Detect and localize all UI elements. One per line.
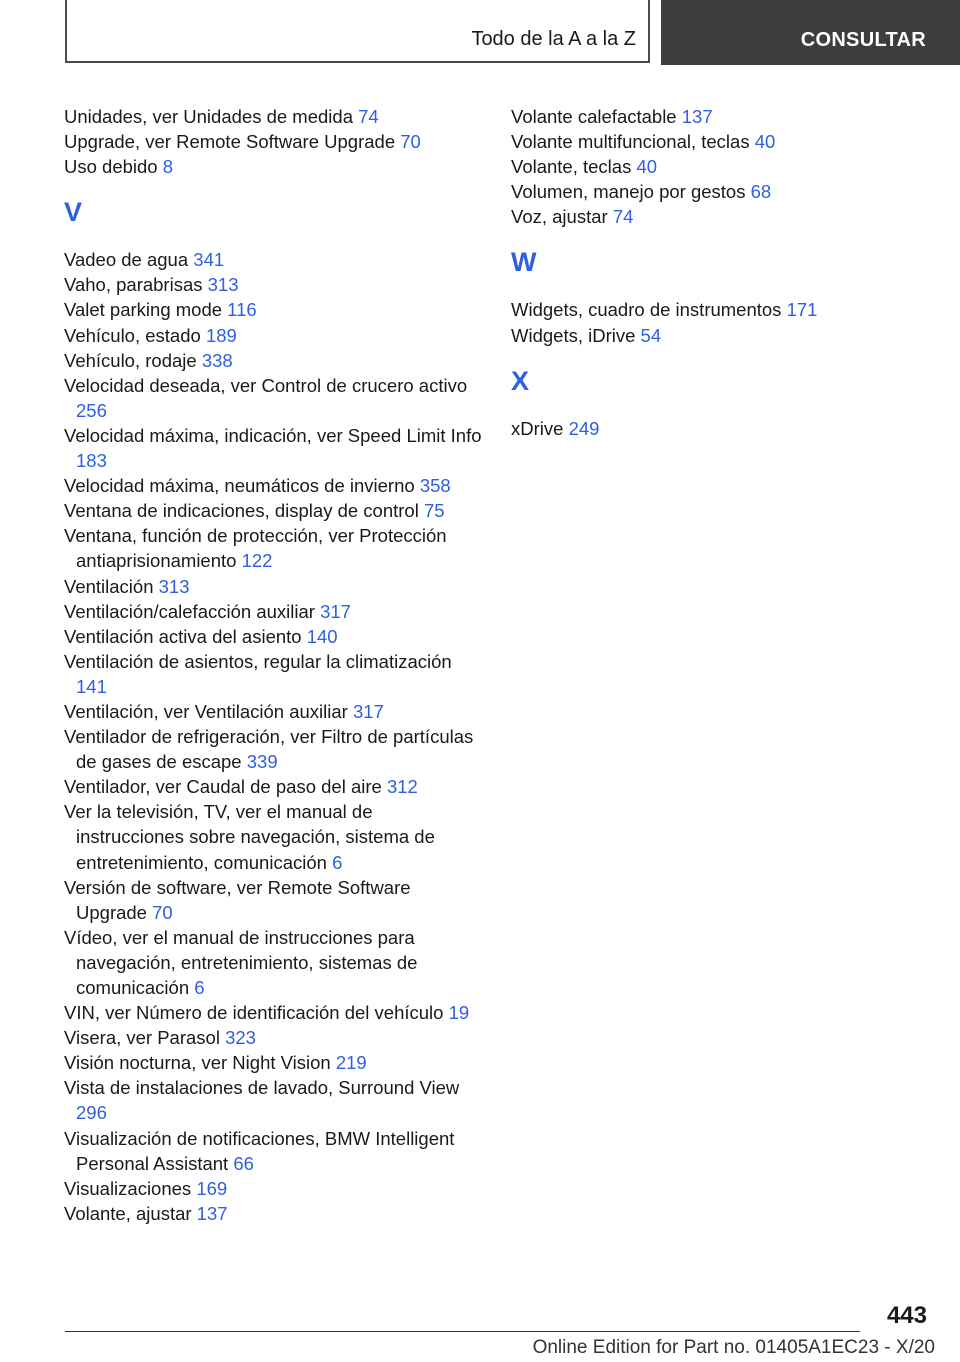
index-entry-text: Visera, ver Parasol <box>64 1027 220 1049</box>
index-entry <box>64 154 484 179</box>
index-entry-text: Vadeo de agua <box>64 249 189 271</box>
index-entry <box>64 1075 484 1125</box>
index-entry-text: Ventilación, ver Ventilación auxiliar <box>64 700 348 722</box>
page-reference-link[interactable]: 219 <box>335 1052 367 1074</box>
index-letter-heading: W <box>511 247 537 278</box>
page-reference-link[interactable]: 189 <box>205 324 237 346</box>
index-entry-text: Vista de instalaciones de lavado, Surround View <box>64 1077 460 1099</box>
footer-divider <box>65 1331 860 1332</box>
index-entry <box>64 1025 484 1050</box>
page-reference-link[interactable]: 323 <box>225 1027 256 1049</box>
page-reference-link[interactable]: 137 <box>681 106 713 127</box>
page-number: 443 <box>886 1302 927 1329</box>
index-entry <box>64 624 484 649</box>
index-entry-text: Widgets, cuadro de instrumentos <box>511 299 782 321</box>
page-reference-link[interactable]: 249 <box>568 417 600 439</box>
page-reference-link[interactable]: 317 <box>352 700 384 722</box>
index-entry <box>511 323 931 348</box>
tab-consultar-label: CONSULTAR <box>800 29 926 51</box>
page-reference-link[interactable]: 341 <box>193 249 225 271</box>
header-tab[interactable] <box>661 0 960 65</box>
index-entry <box>64 774 484 799</box>
page-reference-link[interactable]: 358 <box>419 475 451 497</box>
index-entry <box>64 498 484 523</box>
index-entry-text: Ventana, función de protección, ver Protección antiaprisionamiento <box>64 525 447 572</box>
index-entry-text: Velocidad máxima, neumáticos de invierno <box>64 475 415 497</box>
index-entry-text: Voz, ajustar <box>511 206 608 228</box>
index-entry-text: Ventilación <box>64 575 154 597</box>
index-entry-text: Widgets, iDrive <box>511 324 636 346</box>
page-reference-link[interactable]: 338 <box>201 349 233 371</box>
page-reference-link[interactable]: 313 <box>158 575 190 597</box>
page-reference-link[interactable]: 54 <box>640 324 662 346</box>
footer-edition-text: Online Edition for Part no. 01405A1EC23 - X/20 <box>532 1337 935 1358</box>
index-entry <box>64 473 484 498</box>
index-entry <box>64 247 484 272</box>
index-entry <box>511 129 931 154</box>
page-reference-link[interactable]: 183 <box>76 450 107 472</box>
index-entry <box>64 925 484 1000</box>
index-entry-text: Volante calefactable <box>511 106 677 127</box>
index-entry-text: Velocidad deseada, ver Control de crucero activo <box>64 374 468 396</box>
index-entry-text: Volante, teclas <box>511 156 632 178</box>
page-reference-link[interactable]: 339 <box>246 751 278 773</box>
index-entry <box>64 129 484 154</box>
index-entry-text: Ventilador de refrigeración, ver Filtro de partículas de gases de escape <box>64 726 474 773</box>
index-entry-text: Unidades, ver Unidades de medida <box>64 106 353 127</box>
page-reference-link[interactable]: 68 <box>750 181 772 203</box>
page-reference-link[interactable]: 140 <box>306 625 338 647</box>
index-entry-text: Ver la televisión, TV, ver el manual de instrucciones sobre navegación, sistema de entretenimiento, comunicación <box>64 801 435 873</box>
index-entry-text: Volante, ajustar <box>64 1202 192 1224</box>
page-reference-link[interactable]: 74 <box>358 106 379 127</box>
index-entry <box>64 875 484 925</box>
page-reference-link[interactable]: 40 <box>636 156 658 178</box>
index-entry-text: Volante multifuncional, teclas <box>511 131 750 153</box>
section-title: Todo de la A a la Z <box>471 28 636 50</box>
page-reference-link[interactable]: 40 <box>754 131 776 153</box>
page-reference-link[interactable]: 137 <box>196 1202 228 1224</box>
page-reference-link[interactable]: 122 <box>241 550 273 572</box>
index-entry-text: Ventilación activa del asiento <box>64 625 302 647</box>
index-entry <box>511 154 931 179</box>
index-entry-text: Vehículo, rodaje <box>64 349 197 371</box>
index-entry-text: xDrive <box>511 417 564 439</box>
index-entry-text: Velocidad máxima, indicación, ver Speed Limit Info <box>64 424 482 446</box>
page-reference-link[interactable]: 317 <box>320 600 351 622</box>
index-entry <box>64 373 484 423</box>
index-entry <box>511 204 931 229</box>
page-reference-link[interactable]: 66 <box>233 1152 254 1174</box>
index-entry <box>511 179 931 204</box>
index-entry <box>64 574 484 599</box>
index-entry <box>64 724 484 774</box>
index-entry-text: Volumen, manejo por gestos <box>511 181 746 203</box>
page-reference-link[interactable]: 313 <box>207 274 239 296</box>
page-reference-link[interactable]: 70 <box>152 901 173 923</box>
index-entry-text: Vídeo, ver el manual de instrucciones para navegación, entretenimiento, sistemas de comunicación <box>64 926 418 998</box>
page-reference-link[interactable]: 141 <box>76 675 107 697</box>
page-reference-link[interactable]: 169 <box>196 1177 228 1199</box>
index-entry-text: Vaho, parabrisas <box>64 274 203 296</box>
index-entry <box>64 1050 484 1075</box>
index-entry <box>64 297 484 322</box>
index-letter-heading: V <box>64 197 83 228</box>
index-entry-text: Ventilación de asientos, regular la climatización <box>64 650 452 672</box>
index-entry-text: Visualización de notificaciones, BMW Intelligent Personal Assistant <box>64 1127 455 1174</box>
page-reference-link[interactable]: 8 <box>162 156 174 178</box>
index-entry-text: Uso debido <box>64 156 158 178</box>
header-section-box <box>65 0 650 63</box>
index-entry <box>511 104 931 129</box>
index-entry-text: Visión nocturna, ver Night Vision <box>64 1052 331 1074</box>
index-column-right <box>511 104 931 441</box>
index-entry <box>64 1000 484 1025</box>
page-reference-link[interactable]: 296 <box>76 1102 107 1124</box>
index-entry-text: Visualizaciones <box>64 1177 192 1199</box>
index-entry <box>64 523 484 573</box>
page-reference-link[interactable]: 70 <box>400 131 421 153</box>
index-column-left <box>64 104 484 1226</box>
index-entry <box>64 323 484 348</box>
index-entry <box>64 699 484 724</box>
page-reference-link[interactable]: 256 <box>76 399 107 421</box>
index-entry <box>511 416 931 441</box>
page-reference-link[interactable]: 75 <box>423 500 445 522</box>
index-entry-text: VIN, ver Número de identificación del vehículo <box>64 1002 444 1024</box>
page-reference-link[interactable]: 19 <box>448 1002 470 1024</box>
index-entry <box>511 297 931 322</box>
index-entry <box>64 1126 484 1176</box>
index-entry-text: Versión de software, ver Remote Software Upgrade <box>64 876 411 923</box>
page-reference-link[interactable]: 116 <box>227 299 257 321</box>
index-entry <box>64 799 484 874</box>
page-reference-link[interactable]: 171 <box>786 299 818 321</box>
index-entry-text: Ventilador, ver Caudal de paso del aire <box>64 776 382 798</box>
index-entry-text: Valet parking mode <box>64 299 223 321</box>
index-entry-text: Ventana de indicaciones, display de control <box>64 500 419 522</box>
page-reference-link[interactable]: 6 <box>332 851 343 873</box>
index-entry <box>64 599 484 624</box>
index-entry-text: Vehículo, estado <box>64 324 201 346</box>
index-entry <box>64 1176 484 1201</box>
index-entry <box>64 348 484 373</box>
index-entry <box>64 423 484 473</box>
index-entry <box>64 104 484 129</box>
index-entry-text: Upgrade, ver Remote Software Upgrade <box>64 131 396 153</box>
index-entry <box>64 1201 484 1226</box>
page-reference-link[interactable]: 74 <box>612 206 634 228</box>
index-entry <box>64 272 484 297</box>
page-reference-link[interactable]: 6 <box>194 977 205 998</box>
index-letter-heading: X <box>511 365 530 396</box>
index-entry-text: Ventilación/calefacción auxiliar <box>64 600 315 622</box>
index-entry <box>64 649 484 699</box>
page-reference-link[interactable]: 312 <box>386 776 418 798</box>
